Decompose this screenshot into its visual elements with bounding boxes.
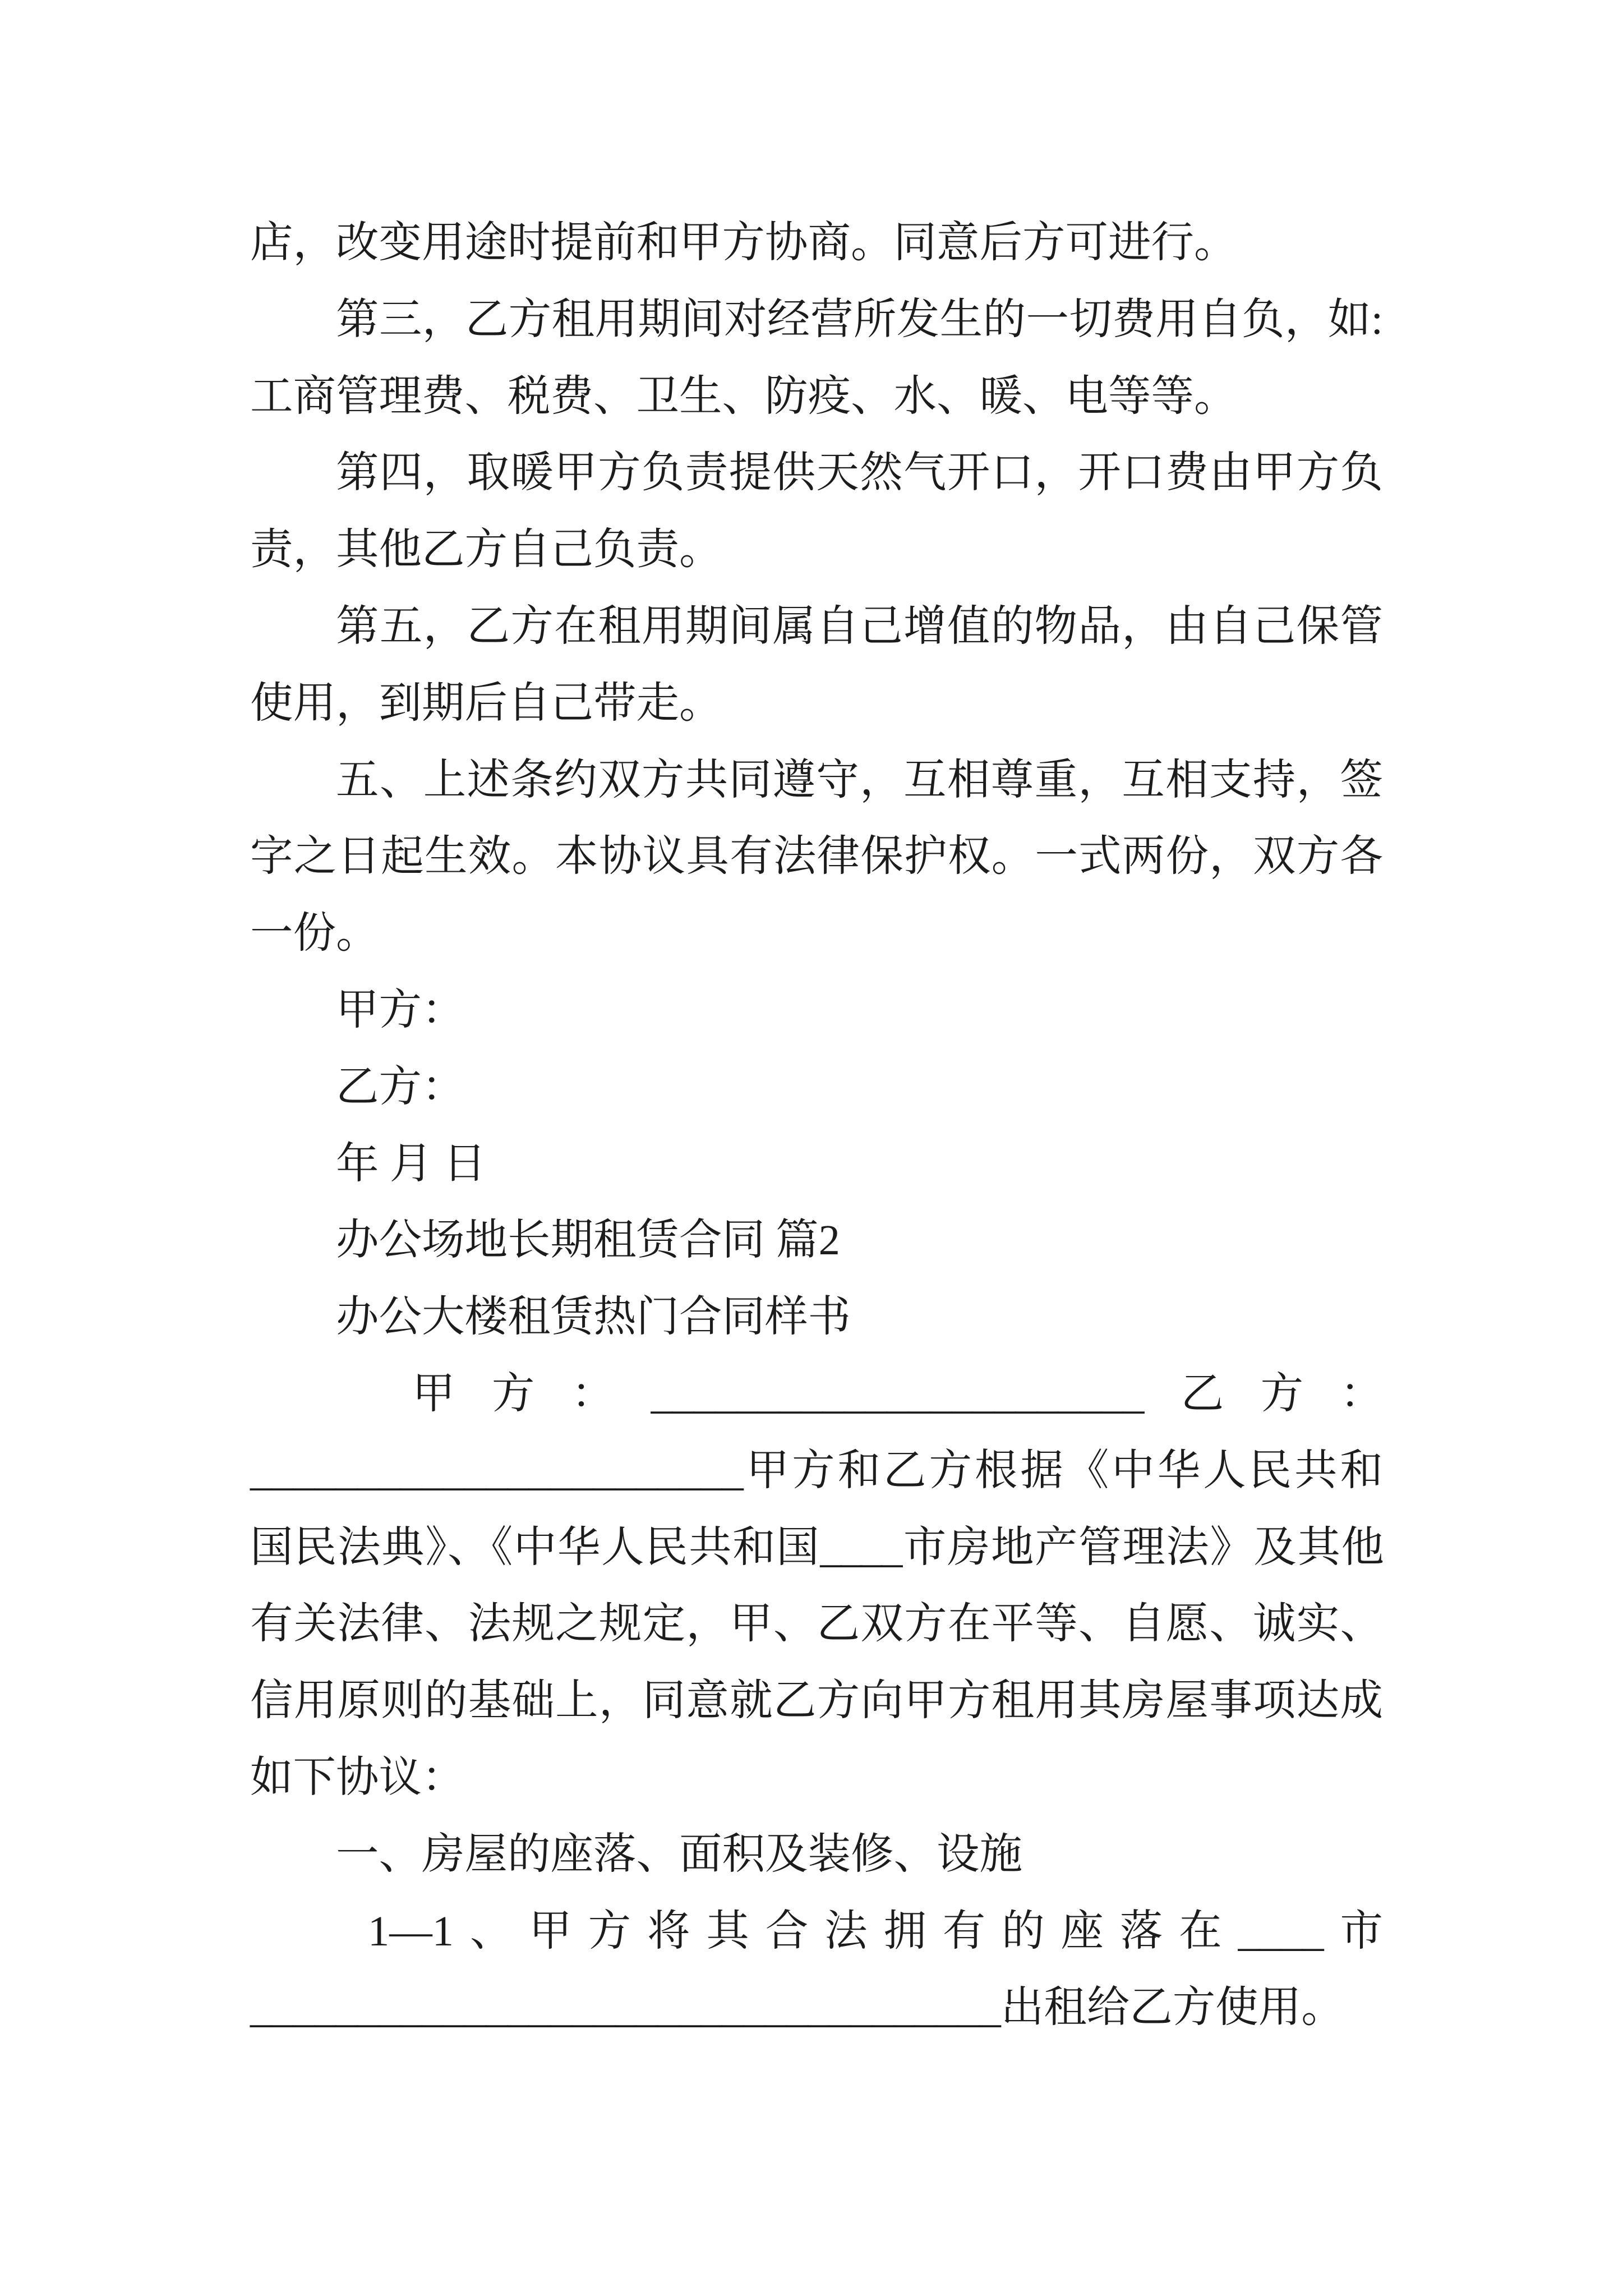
- clause-3-line-2: 工商管理费、税费、卫生、防疫、水、暖、电等等。: [250, 372, 1237, 420]
- clause-5-line-1: 第五，乙方在租用期间属自己增值的物品，由自己保管: [336, 602, 1383, 650]
- clause-3-line-1: 第三，乙方租用期间对经营所发生的一切费用自负，如:: [336, 295, 1383, 343]
- preamble-line-5: 如下协议：: [250, 1753, 465, 1801]
- preamble-line-4: 信用原则的基础上，同意就乙方向甲方租用其房屋事项达成: [250, 1677, 1383, 1725]
- section-title: 办公场地长期租赁合同 篇2: [336, 1216, 840, 1264]
- document-body: [250, 205, 1383, 2046]
- preamble-line-2: 国民法典》、《中华人民共和国____市房地产管理法》及其他: [250, 1523, 1383, 1571]
- signature-date: 年 月 日: [336, 1139, 486, 1188]
- parties-line: 甲方：_______________________乙方：: [412, 1369, 1383, 1418]
- contract-title: 办公大楼租赁热门合同样书: [336, 1293, 851, 1341]
- clause-5-line-2: 使用，到期后自己带走。: [250, 679, 722, 727]
- article-5-line-2: 字之日起生效。本协议具有法律保护权。一式两份，双方各: [250, 832, 1383, 881]
- article-5-line-1: 五、上述条约双方共同遵守，互相尊重，互相支持，签: [336, 756, 1383, 804]
- preamble-line-3: 有关法律、法规之规定，甲、乙双方在平等、自愿、诚实、: [250, 1600, 1383, 1648]
- article-1-heading: 一、房屋的座落、面积及装修、设施: [336, 1830, 1022, 1878]
- clause-2-continuation-line: 店，改变用途时提前和甲方协商。同意后方可进行。: [250, 219, 1237, 266]
- signature-party-b: 乙方：: [336, 1062, 465, 1111]
- signature-party-a: 甲方：: [336, 986, 465, 1034]
- clause-1-1-line-1: 1—1、甲方将其合法拥有的座落在____市: [368, 1907, 1383, 1955]
- clause-1-1-line-2: ___________________________________出租给乙方使用。: [250, 1984, 1344, 2032]
- preamble-line-1: _______________________甲方和乙方根据《中华人民共和: [250, 1446, 1383, 1494]
- article-5-line-3: 一份。: [250, 909, 379, 958]
- clause-4-line-1: 第四，取暖甲方负责提供天然气开口，开口费由甲方负: [336, 449, 1383, 497]
- clause-4-line-2: 责，其他乙方自己负责。: [250, 526, 722, 574]
